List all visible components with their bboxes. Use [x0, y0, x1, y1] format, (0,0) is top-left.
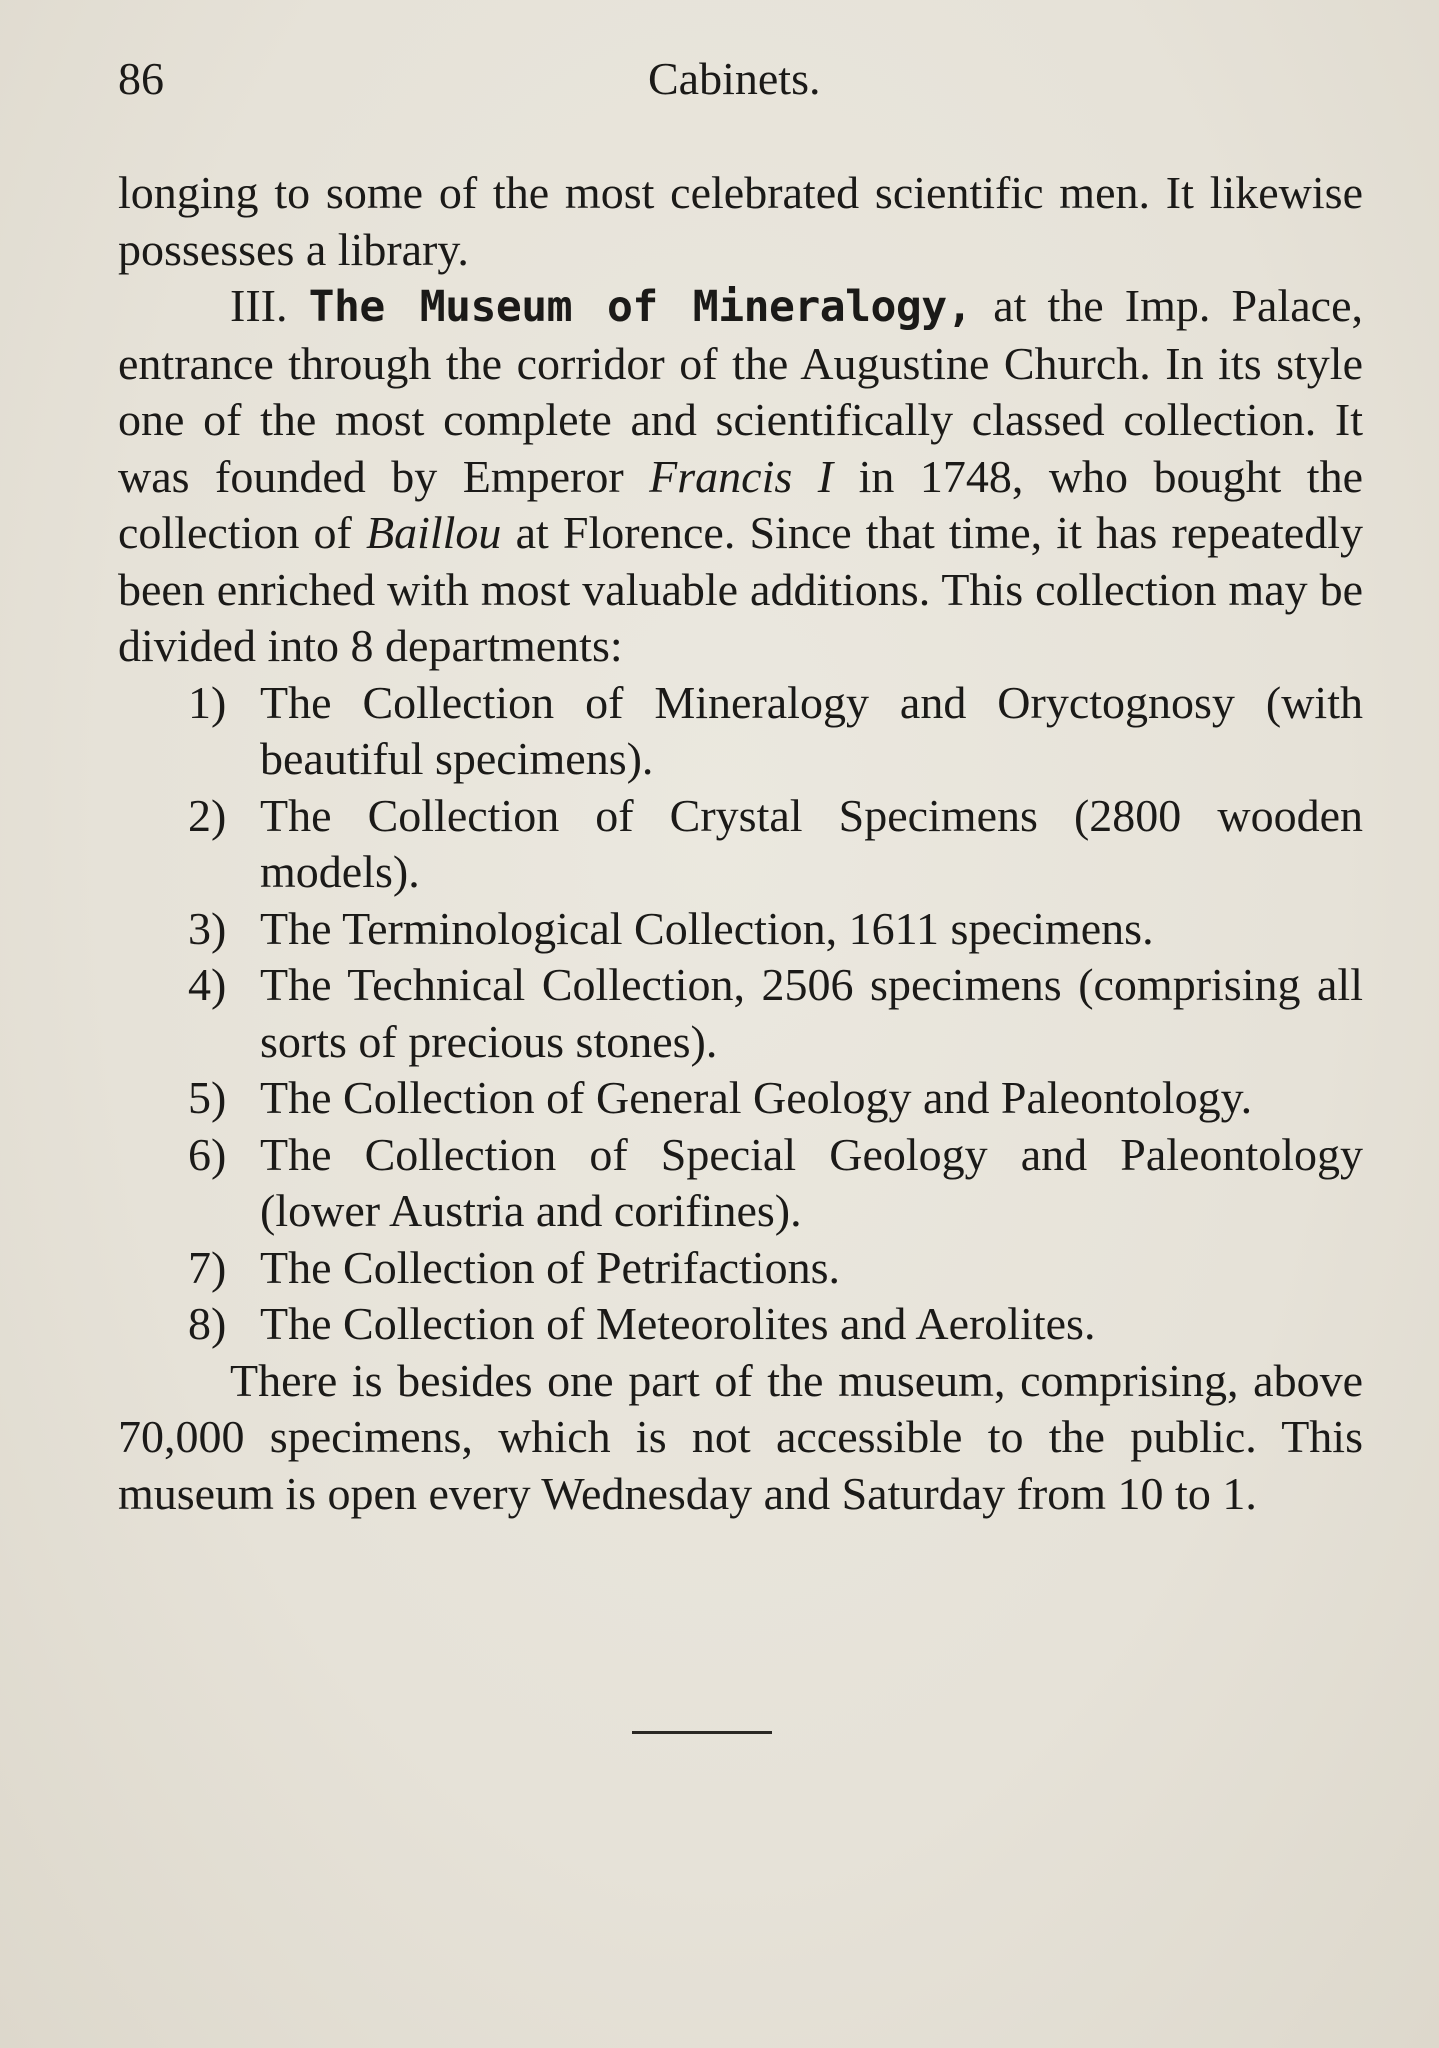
list-item: [118, 1296, 1363, 1353]
list-item-number: 3): [188, 902, 227, 954]
list-item-text: The Collection of Petrifactions.: [260, 1241, 840, 1293]
list-item-number: 4): [188, 959, 227, 1010]
list-item-number: 1): [188, 676, 227, 728]
museum-text-1: at the Imp. Palace, entrance through the corridor of the Augustine Church. In its style one of the most complete and scientifically classed collection. It was founded by Emperor: [118, 280, 1364, 502]
museum-text-3: at Florence. Since that time, it has repeatedly been enriched with most valuable additions. This collection may be divided into 8 departments:: [118, 507, 1363, 671]
list-item-text: The Collection of Meteorolites and Aerolites.: [260, 1298, 1096, 1349]
list-item: [118, 1127, 1363, 1240]
list-item-text: The Collection of Mineralogy and Oryctognosy (with beautiful specimens).: [260, 676, 1363, 784]
emperor-name: Francis I: [649, 450, 834, 502]
closing-paragraph: There is besides one part of the museum, comprising, above 70,000 specimens, which is not accessible to the public. This museum is open every Wednesday and Saturday from 10 to 1.: [118, 1354, 1363, 1519]
body-text: [118, 165, 1363, 1522]
list-item-text: The Collection of Crystal Specimens (2800 wooden models).: [260, 789, 1363, 897]
collector-name: Baillou: [365, 507, 502, 558]
section-numeral: III.: [230, 280, 288, 331]
list-item: [118, 957, 1363, 1070]
intro-paragraph: longing to some of the most celebrated scientific men. It likewise possesses a library.: [118, 167, 1363, 275]
list-item-number: 6): [188, 1128, 227, 1180]
departments-list: [118, 675, 1363, 1353]
list-item-text: The Collection of General Geology and Paleontology.: [260, 1072, 1253, 1123]
running-head: Cabinets.: [648, 53, 821, 104]
list-item: [118, 901, 1363, 958]
list-item-number: 7): [188, 1241, 227, 1293]
list-item: [118, 675, 1363, 788]
museum-text-2: in 1748, who bought the collection of: [118, 450, 1364, 558]
bleed-through-text: [120, 1620, 1370, 1677]
list-item: [118, 1240, 1363, 1297]
list-item-text: The Terminological Collection, 1611 specimens.: [260, 902, 1154, 954]
list-item-text: The Technical Collection, 2506 specimens (comprising all sorts of precious stones).: [260, 959, 1363, 1067]
list-item-number: 5): [188, 1072, 227, 1123]
list-item: [118, 1070, 1363, 1127]
page-header: [118, 52, 1363, 112]
list-item-text: The Collection of Special Geology and Paleontology (lower Austria and corifines).: [260, 1128, 1363, 1236]
museum-name: The Museum of Mineralogy,: [308, 282, 973, 332]
list-item-number: 2): [188, 789, 227, 841]
list-item: [118, 788, 1363, 901]
museum-paragraph: [118, 278, 1363, 675]
page-number: 86: [118, 53, 164, 104]
section-divider: [632, 1731, 772, 1734]
list-item-number: 8): [188, 1298, 227, 1349]
